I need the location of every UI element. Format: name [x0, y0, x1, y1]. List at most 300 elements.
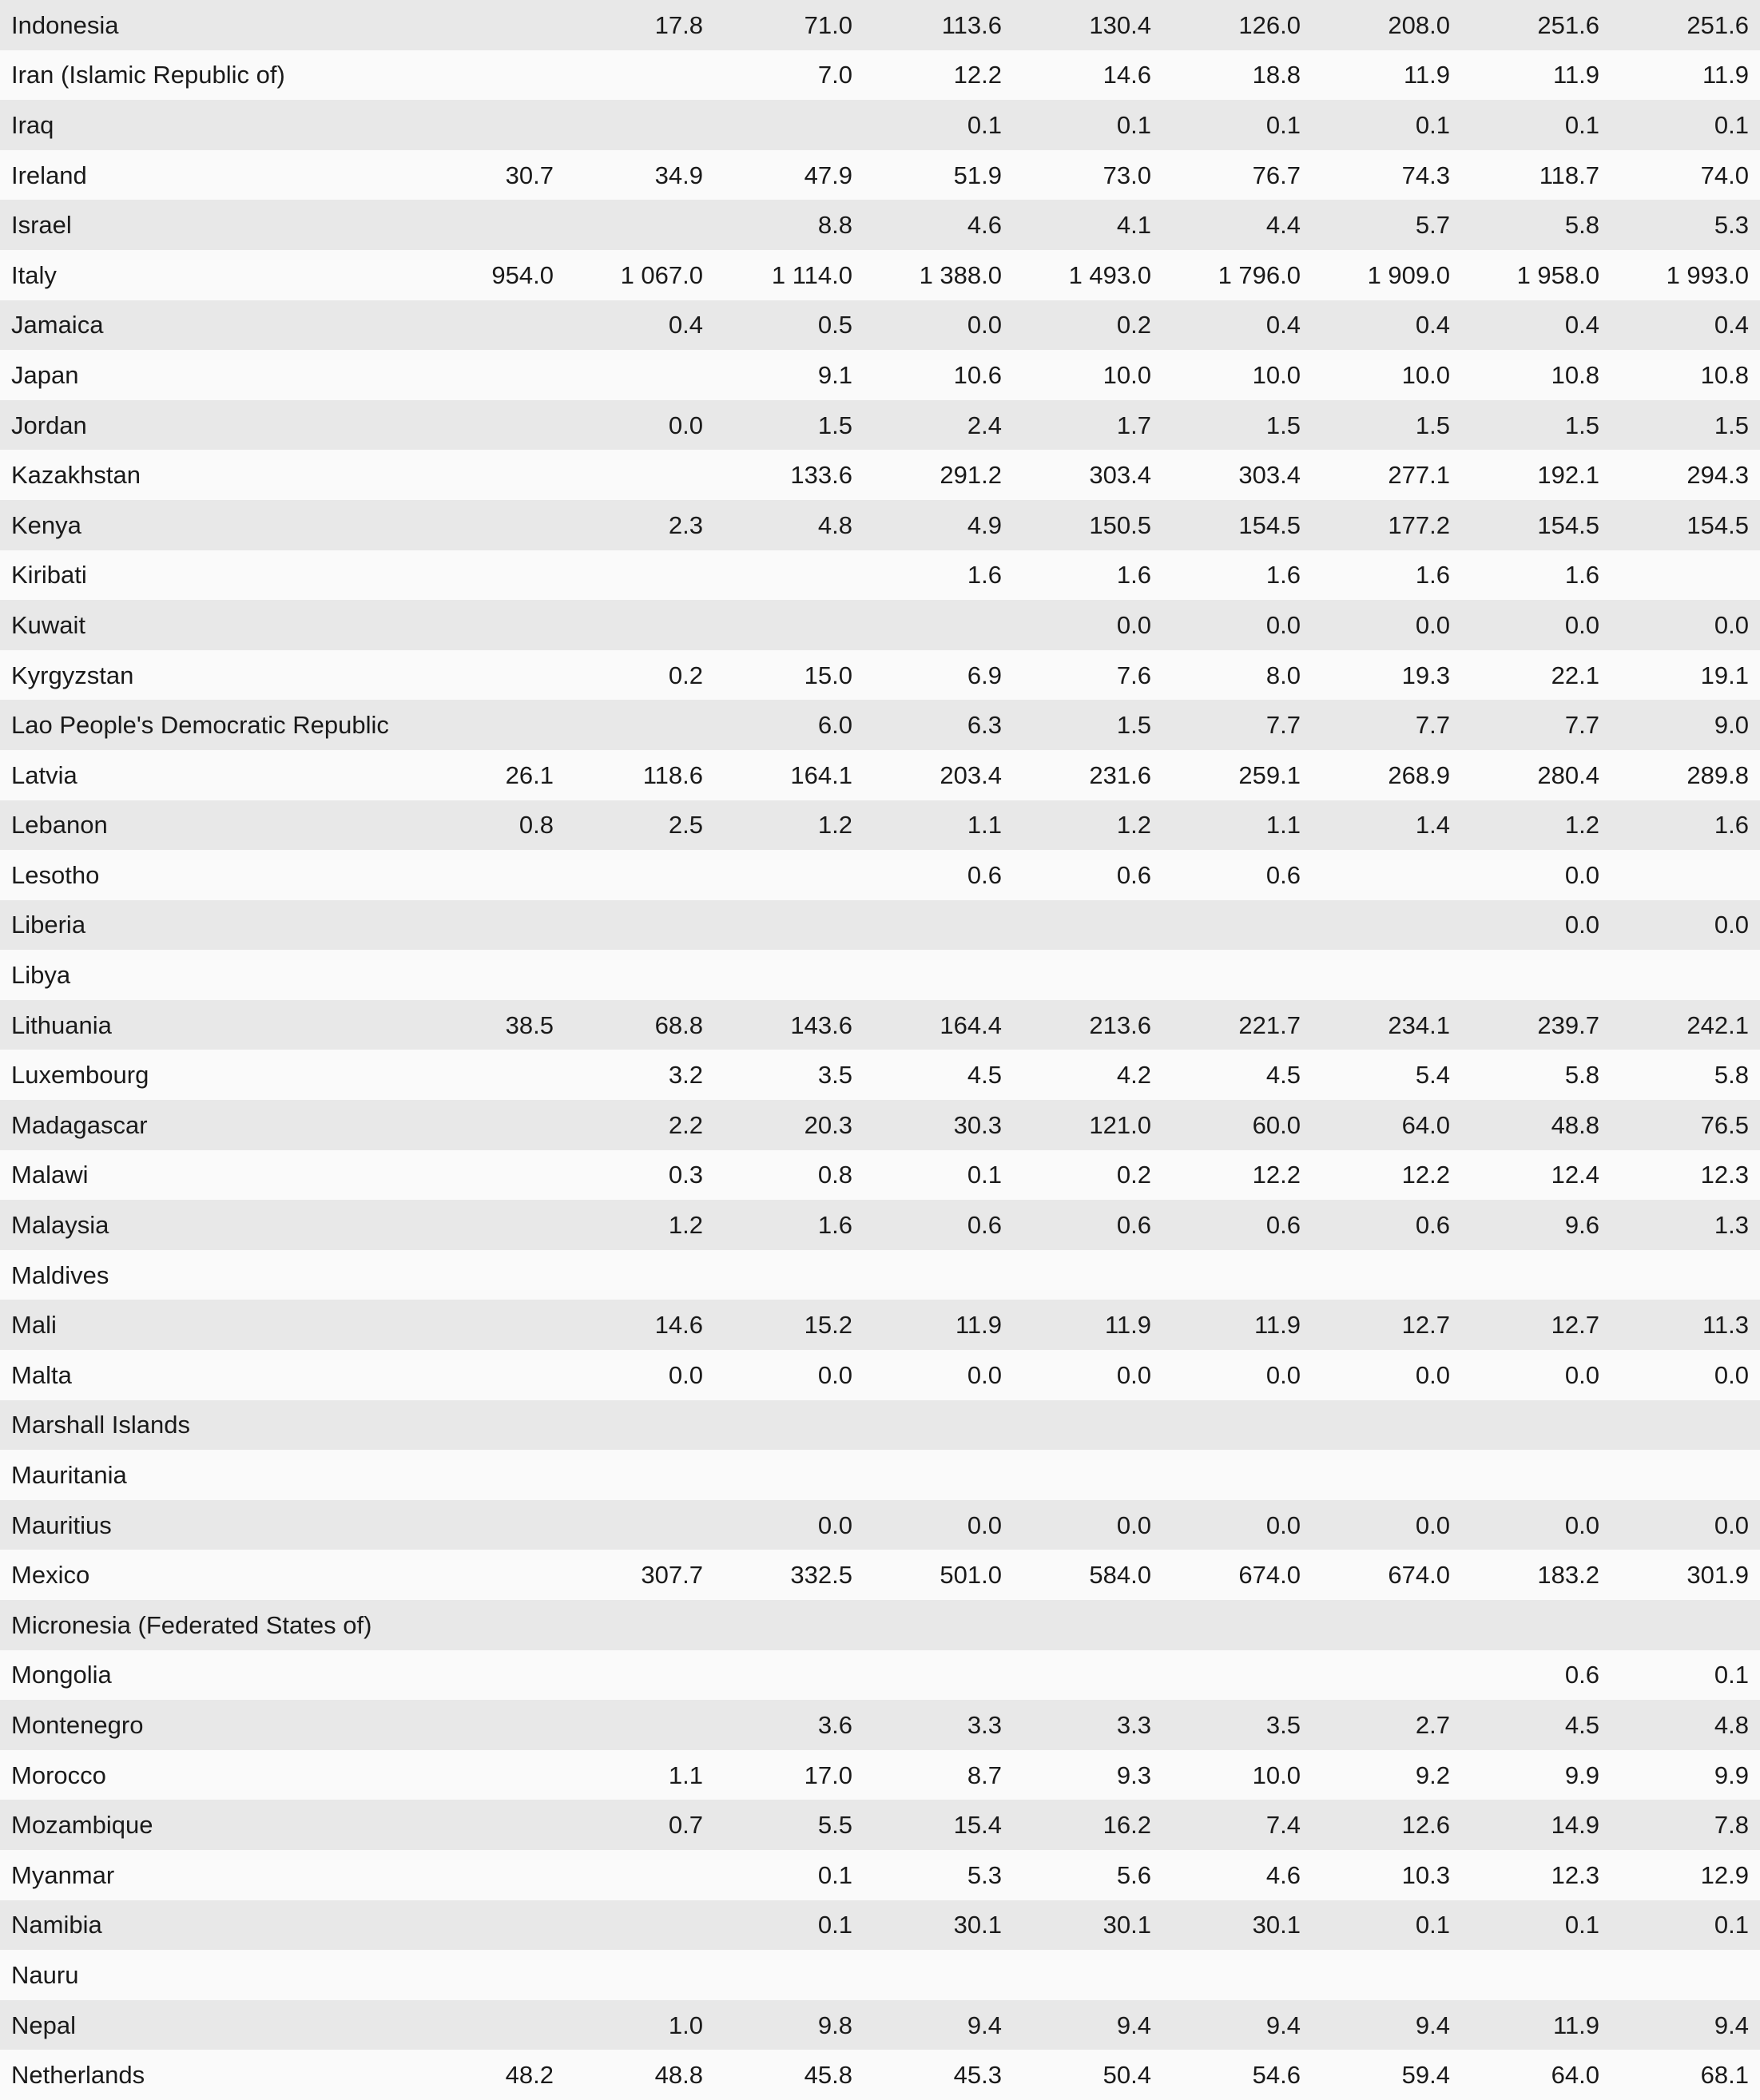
country-name-cell: Mauritius [0, 1500, 415, 1550]
country-name-cell: Lebanon [0, 800, 415, 851]
value-cell: 3.5 [1162, 1700, 1312, 1750]
value-cell [415, 100, 565, 150]
value-cell: 0.6 [1162, 1200, 1312, 1250]
value-cell: 45.3 [864, 2050, 1013, 2100]
value-cell [1013, 1400, 1162, 1451]
value-cell: 11.9 [864, 1300, 1013, 1350]
value-cell: 4.8 [1611, 1700, 1760, 1750]
value-cell: 10.8 [1461, 350, 1611, 400]
value-cell [714, 1250, 864, 1300]
value-cell: 0.0 [1461, 600, 1611, 650]
country-name-cell: Mozambique [0, 1800, 415, 1850]
value-cell [415, 450, 565, 500]
value-cell [415, 1900, 565, 1951]
value-cell [864, 1450, 1013, 1500]
value-cell: 0.0 [1162, 600, 1312, 650]
table-row [0, 1800, 1760, 1850]
value-cell: 0.6 [864, 1200, 1013, 1250]
value-cell [1162, 900, 1312, 951]
table-row [0, 2000, 1760, 2050]
value-cell: 303.4 [1013, 450, 1162, 500]
value-cell: 9.4 [1013, 2000, 1162, 2050]
value-cell: 0.0 [1312, 1350, 1461, 1400]
value-cell: 1.6 [1162, 550, 1312, 601]
value-cell: 280.4 [1461, 750, 1611, 800]
value-cell [1611, 950, 1760, 1000]
value-cell: 1.2 [714, 800, 864, 851]
value-cell: 10.0 [1013, 350, 1162, 400]
value-cell [714, 1450, 864, 1500]
value-cell: 9.9 [1611, 1750, 1760, 1800]
value-cell: 3.2 [565, 1050, 714, 1100]
country-name-cell: Maldives [0, 1250, 415, 1300]
table-row [0, 800, 1760, 851]
value-cell [1461, 1250, 1611, 1300]
value-cell: 1 388.0 [864, 250, 1013, 300]
value-cell: 12.3 [1611, 1150, 1760, 1201]
value-cell: 14.6 [565, 1300, 714, 1350]
value-cell: 14.6 [1013, 50, 1162, 101]
table-row [0, 1850, 1760, 1900]
value-cell [415, 1750, 565, 1800]
value-cell: 4.1 [1013, 200, 1162, 250]
value-cell: 6.9 [864, 650, 1013, 701]
value-cell: 10.8 [1611, 350, 1760, 400]
table-row [0, 1450, 1760, 1500]
country-name-cell: Ireland [0, 150, 415, 200]
value-cell [1312, 1600, 1461, 1650]
value-cell [1013, 1250, 1162, 1300]
value-cell: 1.6 [714, 1200, 864, 1250]
value-cell: 1.1 [1162, 800, 1312, 851]
value-cell: 0.0 [1162, 1350, 1312, 1400]
value-cell: 3.3 [864, 1700, 1013, 1750]
country-name-cell: Malawi [0, 1150, 415, 1201]
value-cell: 0.1 [1312, 1900, 1461, 1951]
table-row [0, 1400, 1760, 1451]
value-cell: 38.5 [415, 1000, 565, 1050]
value-cell: 11.3 [1611, 1300, 1760, 1350]
value-cell [415, 0, 565, 50]
value-cell: 5.8 [1611, 1050, 1760, 1100]
table-row [0, 300, 1760, 351]
value-cell [415, 1450, 565, 1500]
value-cell [565, 900, 714, 951]
value-cell: 231.6 [1013, 750, 1162, 800]
value-cell [1611, 1400, 1760, 1451]
table-row [0, 500, 1760, 550]
country-name-cell: Nepal [0, 2000, 415, 2050]
value-cell [415, 1650, 565, 1701]
value-cell: 50.4 [1013, 2050, 1162, 2100]
value-cell [714, 950, 864, 1000]
value-cell: 192.1 [1461, 450, 1611, 500]
value-cell: 9.4 [1162, 2000, 1312, 2050]
value-cell: 268.9 [1312, 750, 1461, 800]
value-cell: 1 909.0 [1312, 250, 1461, 300]
value-cell [1312, 1450, 1461, 1500]
value-cell: 259.1 [1162, 750, 1312, 800]
country-name-cell: Malta [0, 1350, 415, 1400]
value-cell: 294.3 [1611, 450, 1760, 500]
value-cell: 9.4 [1611, 2000, 1760, 2050]
value-cell [714, 1650, 864, 1701]
value-cell [565, 1850, 714, 1900]
value-cell: 7.4 [1162, 1800, 1312, 1850]
value-cell [1013, 1600, 1162, 1650]
value-cell: 154.5 [1611, 500, 1760, 550]
value-cell: 113.6 [864, 0, 1013, 50]
value-cell [565, 1450, 714, 1500]
value-cell: 954.0 [415, 250, 565, 300]
table-row [0, 900, 1760, 951]
value-cell [565, 1600, 714, 1650]
value-cell [415, 1850, 565, 1900]
value-cell: 0.0 [864, 1350, 1013, 1400]
value-cell [415, 350, 565, 400]
country-name-cell: Iraq [0, 100, 415, 150]
table-row [0, 1300, 1760, 1350]
value-cell: 59.4 [1312, 2050, 1461, 2100]
value-cell: 2.4 [864, 400, 1013, 451]
value-cell: 12.2 [1162, 1150, 1312, 1201]
country-name-cell: Iran (Islamic Republic of) [0, 50, 415, 101]
value-cell: 45.8 [714, 2050, 864, 2100]
value-cell: 54.6 [1162, 2050, 1312, 2100]
value-cell: 7.7 [1312, 700, 1461, 750]
country-name-cell: Israel [0, 200, 415, 250]
table-row [0, 600, 1760, 650]
value-cell: 0.0 [1013, 600, 1162, 650]
value-cell: 60.0 [1162, 1100, 1312, 1150]
value-cell: 76.7 [1162, 150, 1312, 200]
table-row [0, 950, 1760, 1000]
value-cell [864, 600, 1013, 650]
value-cell: 5.3 [1611, 200, 1760, 250]
value-cell: 234.1 [1312, 1000, 1461, 1050]
table-row [0, 1100, 1760, 1150]
value-cell [415, 950, 565, 1000]
value-cell: 5.8 [1461, 1050, 1611, 1100]
value-cell [1162, 1400, 1312, 1451]
value-cell [415, 600, 565, 650]
value-cell: 242.1 [1611, 1000, 1760, 1050]
value-cell [565, 1900, 714, 1951]
value-cell: 12.9 [1611, 1850, 1760, 1900]
value-cell: 3.5 [714, 1050, 864, 1100]
country-name-cell: Italy [0, 250, 415, 300]
value-cell: 22.1 [1461, 650, 1611, 701]
value-cell: 6.0 [714, 700, 864, 750]
value-cell: 9.6 [1461, 1200, 1611, 1250]
value-cell: 1.5 [1611, 400, 1760, 451]
country-name-cell: Myanmar [0, 1850, 415, 1900]
value-cell [415, 1350, 565, 1400]
value-cell: 68.1 [1611, 2050, 1760, 2100]
value-cell: 5.6 [1013, 1850, 1162, 1900]
value-cell: 303.4 [1162, 450, 1312, 500]
value-cell [415, 550, 565, 601]
value-cell [1312, 950, 1461, 1000]
country-name-cell: Mauritania [0, 1450, 415, 1500]
value-cell [1013, 1650, 1162, 1701]
value-cell: 674.0 [1312, 1550, 1461, 1600]
value-cell: 2.2 [565, 1100, 714, 1150]
country-name-cell: Jordan [0, 400, 415, 451]
country-name-cell: Lao People's Democratic Republic [0, 700, 415, 750]
value-cell [415, 650, 565, 701]
table-row [0, 750, 1760, 800]
value-cell: 1.5 [1461, 400, 1611, 451]
value-cell: 0.1 [1461, 100, 1611, 150]
value-cell [415, 1500, 565, 1550]
table-row [0, 1250, 1760, 1300]
value-cell: 0.6 [1013, 850, 1162, 900]
value-cell: 0.7 [565, 1800, 714, 1850]
table-row [0, 1950, 1760, 2000]
value-cell: 1.5 [1013, 700, 1162, 750]
value-cell: 0.0 [1013, 1500, 1162, 1550]
value-cell: 5.5 [714, 1800, 864, 1850]
value-cell [1162, 1600, 1312, 1650]
country-name-cell: Libya [0, 950, 415, 1000]
value-cell [714, 1600, 864, 1650]
value-cell: 164.4 [864, 1000, 1013, 1050]
value-cell [1013, 1950, 1162, 2000]
country-name-cell: Kenya [0, 500, 415, 550]
value-cell [565, 950, 714, 1000]
value-cell: 0.3 [565, 1150, 714, 1201]
value-cell: 0.0 [1461, 1350, 1611, 1400]
value-cell: 74.3 [1312, 150, 1461, 200]
value-cell [1611, 1450, 1760, 1500]
value-cell: 674.0 [1162, 1550, 1312, 1600]
value-cell: 0.1 [864, 1150, 1013, 1201]
value-cell: 11.9 [1461, 2000, 1611, 2050]
value-cell: 208.0 [1312, 0, 1461, 50]
value-cell: 221.7 [1162, 1000, 1312, 1050]
value-cell [1162, 950, 1312, 1000]
value-cell [1461, 1400, 1611, 1451]
value-cell [1611, 1600, 1760, 1650]
value-cell: 17.8 [565, 0, 714, 50]
value-cell: 30.1 [864, 1900, 1013, 1951]
value-cell: 18.8 [1162, 50, 1312, 101]
value-cell [864, 1250, 1013, 1300]
value-cell [1162, 1250, 1312, 1300]
value-cell [864, 1950, 1013, 2000]
table-row [0, 2050, 1760, 2100]
value-cell: 12.4 [1461, 1150, 1611, 1201]
value-cell: 73.0 [1013, 150, 1162, 200]
value-cell: 26.1 [415, 750, 565, 800]
value-cell: 1.1 [864, 800, 1013, 851]
value-cell: 1.6 [864, 550, 1013, 601]
value-cell [714, 900, 864, 951]
value-cell: 0.1 [1013, 100, 1162, 150]
value-cell [864, 1600, 1013, 1650]
value-cell: 239.7 [1461, 1000, 1611, 1050]
value-cell: 1.6 [1013, 550, 1162, 601]
value-cell: 9.9 [1461, 1750, 1611, 1800]
value-cell [415, 1800, 565, 1850]
value-cell: 64.0 [1312, 1100, 1461, 1150]
value-cell: 8.8 [714, 200, 864, 250]
value-cell [565, 350, 714, 400]
value-cell: 9.4 [864, 2000, 1013, 2050]
value-cell [565, 1500, 714, 1550]
value-cell: 71.0 [714, 0, 864, 50]
country-name-cell: Kyrgyzstan [0, 650, 415, 701]
value-cell [714, 1400, 864, 1451]
country-name-cell: Indonesia [0, 0, 415, 50]
value-cell: 7.0 [714, 50, 864, 101]
country-name-cell: Kazakhstan [0, 450, 415, 500]
value-cell [565, 200, 714, 250]
value-cell: 0.4 [565, 300, 714, 351]
value-cell: 0.0 [565, 400, 714, 451]
value-cell [415, 1050, 565, 1100]
value-cell: 9.3 [1013, 1750, 1162, 1800]
value-cell: 1.5 [1312, 400, 1461, 451]
country-name-cell: Mongolia [0, 1650, 415, 1701]
value-cell: 30.7 [415, 150, 565, 200]
value-cell: 1 958.0 [1461, 250, 1611, 300]
value-cell: 0.0 [1611, 1350, 1760, 1400]
country-name-cell: Liberia [0, 900, 415, 951]
table-row [0, 700, 1760, 750]
value-cell: 7.7 [1461, 700, 1611, 750]
country-name-cell: Latvia [0, 750, 415, 800]
value-cell: 0.2 [1013, 1150, 1162, 1201]
value-cell: 121.0 [1013, 1100, 1162, 1150]
value-cell: 4.6 [864, 200, 1013, 250]
value-cell [415, 1300, 565, 1350]
value-cell [415, 1150, 565, 1201]
value-cell: 14.9 [1461, 1800, 1611, 1850]
value-cell: 0.6 [1162, 850, 1312, 900]
value-cell [415, 1600, 565, 1650]
value-cell [714, 850, 864, 900]
value-cell: 10.0 [1162, 350, 1312, 400]
value-cell: 4.6 [1162, 1850, 1312, 1900]
value-cell: 154.5 [1461, 500, 1611, 550]
value-cell: 0.0 [1312, 600, 1461, 650]
value-cell: 10.6 [864, 350, 1013, 400]
table-row [0, 850, 1760, 900]
country-name-cell: Jamaica [0, 300, 415, 351]
value-cell: 1.6 [1461, 550, 1611, 601]
value-cell: 1.3 [1611, 1200, 1760, 1250]
value-cell: 4.2 [1013, 1050, 1162, 1100]
value-cell [565, 1400, 714, 1451]
value-cell: 15.4 [864, 1800, 1013, 1850]
value-cell [714, 100, 864, 150]
value-cell: 0.0 [565, 1350, 714, 1400]
table-row [0, 1650, 1760, 1701]
value-cell: 68.8 [565, 1000, 714, 1050]
table-row [0, 1000, 1760, 1050]
value-cell: 9.2 [1312, 1750, 1461, 1800]
value-cell [415, 850, 565, 900]
country-name-cell: Netherlands [0, 2050, 415, 2100]
value-cell: 20.3 [714, 1100, 864, 1150]
value-cell: 0.1 [1461, 1900, 1611, 1951]
value-cell: 1 493.0 [1013, 250, 1162, 300]
value-cell [864, 1650, 1013, 1701]
value-cell: 0.6 [1461, 1650, 1611, 1701]
value-cell: 5.4 [1312, 1050, 1461, 1100]
country-name-cell: Kiribati [0, 550, 415, 601]
value-cell: 0.6 [1013, 1200, 1162, 1250]
value-cell [565, 1650, 714, 1701]
value-cell [565, 1250, 714, 1300]
value-cell [565, 600, 714, 650]
value-cell: 177.2 [1312, 500, 1461, 550]
value-cell [1611, 1950, 1760, 2000]
value-cell: 8.7 [864, 1750, 1013, 1800]
value-cell: 251.6 [1611, 0, 1760, 50]
country-name-cell: Japan [0, 350, 415, 400]
table-row [0, 1700, 1760, 1750]
value-cell: 10.3 [1312, 1850, 1461, 1900]
value-cell: 1 114.0 [714, 250, 864, 300]
value-cell: 4.9 [864, 500, 1013, 550]
value-cell: 2.5 [565, 800, 714, 851]
table-row [0, 650, 1760, 701]
value-cell [1461, 1600, 1611, 1650]
value-cell [415, 500, 565, 550]
value-cell: 0.1 [1312, 100, 1461, 150]
value-cell: 9.4 [1312, 2000, 1461, 2050]
value-cell: 0.0 [864, 1500, 1013, 1550]
value-cell: 0.1 [714, 1850, 864, 1900]
value-cell [1312, 1400, 1461, 1451]
value-cell: 12.2 [1312, 1150, 1461, 1201]
value-cell: 4.8 [714, 500, 864, 550]
value-cell [415, 2000, 565, 2050]
value-cell [1611, 550, 1760, 601]
table-row [0, 1550, 1760, 1600]
value-cell: 0.6 [1312, 1200, 1461, 1250]
value-cell: 501.0 [864, 1550, 1013, 1600]
value-cell: 118.6 [565, 750, 714, 800]
value-cell: 150.5 [1013, 500, 1162, 550]
value-cell: 1 993.0 [1611, 250, 1760, 300]
table-row [0, 1350, 1760, 1400]
value-cell: 76.5 [1611, 1100, 1760, 1150]
value-cell: 9.1 [714, 350, 864, 400]
country-name-cell: Madagascar [0, 1100, 415, 1150]
value-cell: 4.5 [1162, 1050, 1312, 1100]
value-cell: 0.0 [1312, 1500, 1461, 1550]
table-row [0, 400, 1760, 451]
value-cell: 4.5 [1461, 1700, 1611, 1750]
value-cell: 0.1 [714, 1900, 864, 1951]
value-cell: 16.2 [1013, 1800, 1162, 1850]
table-row [0, 1150, 1760, 1201]
value-cell: 48.2 [415, 2050, 565, 2100]
value-cell: 0.0 [1162, 1500, 1312, 1550]
value-cell: 203.4 [864, 750, 1013, 800]
value-cell: 10.0 [1162, 1750, 1312, 1800]
value-cell: 17.0 [714, 1750, 864, 1800]
value-cell: 130.4 [1013, 0, 1162, 50]
country-name-cell: Montenegro [0, 1700, 415, 1750]
value-cell: 0.0 [1611, 600, 1760, 650]
value-cell [415, 1250, 565, 1300]
value-cell: 133.6 [714, 450, 864, 500]
